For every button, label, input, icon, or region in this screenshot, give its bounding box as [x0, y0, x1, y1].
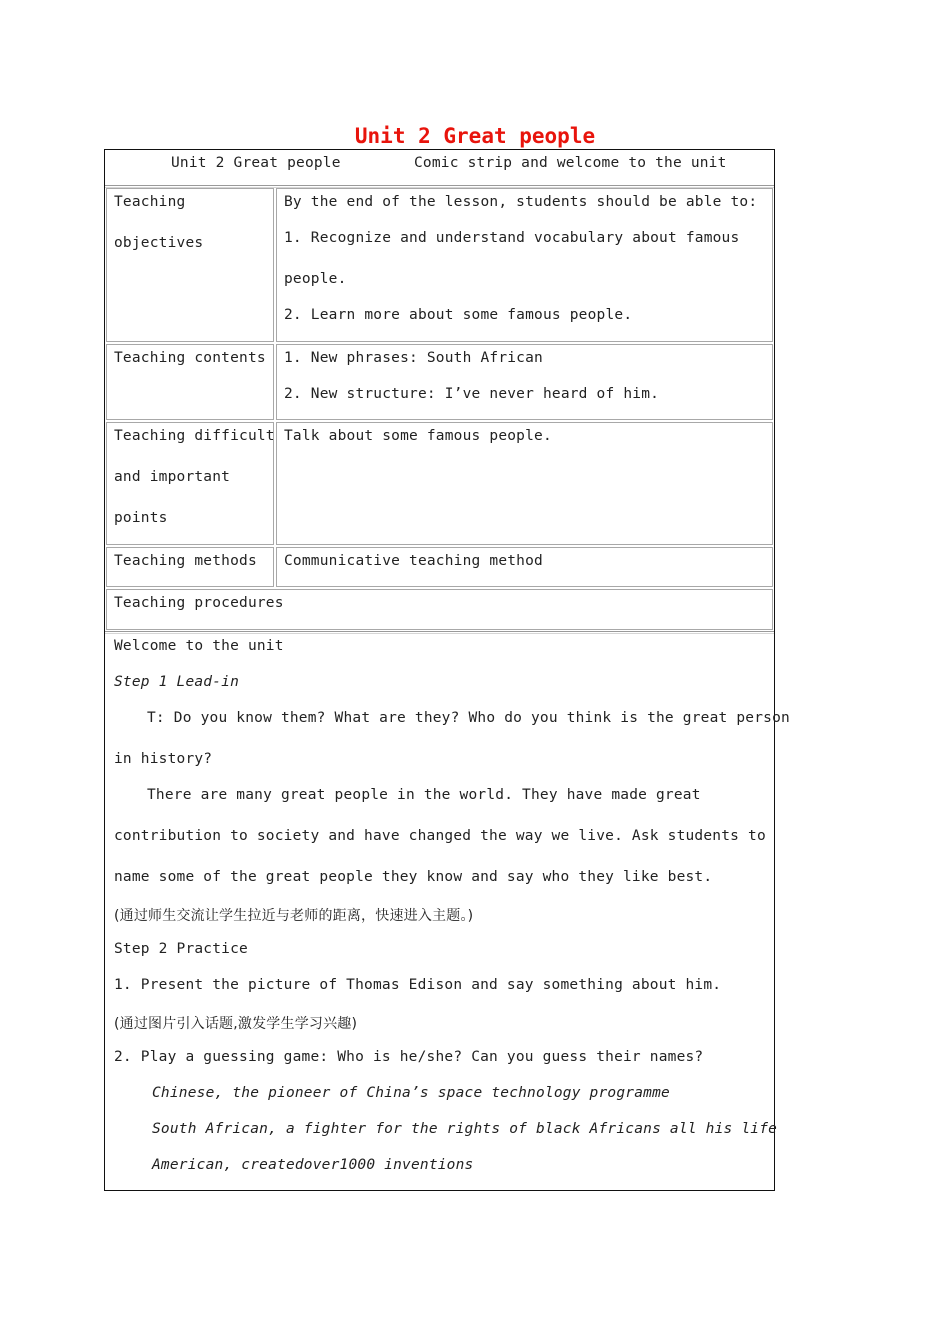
objectives-line1: By the end of the lesson, students should be able to:: [284, 194, 758, 210]
objectives-line2: 1. Recognize and understand vocabulary about famous: [284, 230, 740, 246]
p1-line2: in history?: [114, 751, 213, 767]
difficult-text: Talk about some famous people.: [284, 428, 552, 444]
objectives-line3: people.: [284, 271, 347, 287]
lesson-plan-table: [104, 149, 790, 1191]
difficult-label-line2: and important: [114, 469, 231, 485]
difficult-label-line3: points: [114, 510, 168, 526]
document-title: Unit 2 Great people: [354, 124, 596, 148]
clue1: Chinese, the pioneer of China’s space technology programme: [152, 1085, 670, 1101]
objectives-label-cell: [106, 188, 274, 342]
row-divider: [105, 631, 774, 632]
p2-line2: contribution to society and have changed the way we live. Ask students to: [114, 828, 766, 844]
header-lesson: Comic strip and welcome to the unit: [414, 155, 727, 171]
methods-text: Communicative teaching method: [284, 553, 543, 569]
row-divider: [105, 185, 774, 186]
note2: (通过图片引入话题,激发学生学习兴趣): [114, 1016, 358, 1032]
p1-line1: T: Do you know them? What are they? Who do you think is the great person: [147, 710, 790, 726]
step1-heading: Step 1 Lead-in: [114, 674, 240, 690]
item2: 2. Play a guessing game: Who is he/she? Can you guess their names?: [114, 1049, 704, 1065]
contents-line1: 1. New phrases: South African: [284, 350, 543, 366]
clue2: South African, a fighter for the rights of black Africans all his life: [152, 1121, 778, 1137]
contents-label: Teaching contents: [114, 350, 266, 366]
procedures-label: Teaching procedures: [114, 595, 284, 611]
methods-label: Teaching methods: [114, 553, 257, 569]
item1: 1. Present the picture of Thomas Edison and say something about him.: [114, 977, 722, 993]
header-unit: Unit 2 Great people: [171, 155, 341, 171]
contents-line2: 2. New structure: I’ve never heard of him.: [284, 386, 660, 402]
objectives-line4: 2. Learn more about some famous people.: [284, 307, 633, 323]
clue3: American, createdover1000 inventions: [152, 1157, 474, 1173]
p2-line3: name some of the great people they know and say who they like best.: [114, 869, 713, 885]
objectives-label-line1: Teaching: [114, 194, 186, 210]
welcome-heading: Welcome to the unit: [114, 638, 284, 654]
objectives-label-line2: objectives: [114, 235, 204, 251]
difficult-label-line1: Teaching difficult: [114, 428, 275, 444]
note1: (通过师生交流让学生拉近与老师的距离，快速进入主题。): [114, 908, 474, 924]
p2-line1: There are many great people in the world. They have made great: [147, 787, 701, 803]
step2-heading: Step 2 Practice: [114, 941, 248, 957]
